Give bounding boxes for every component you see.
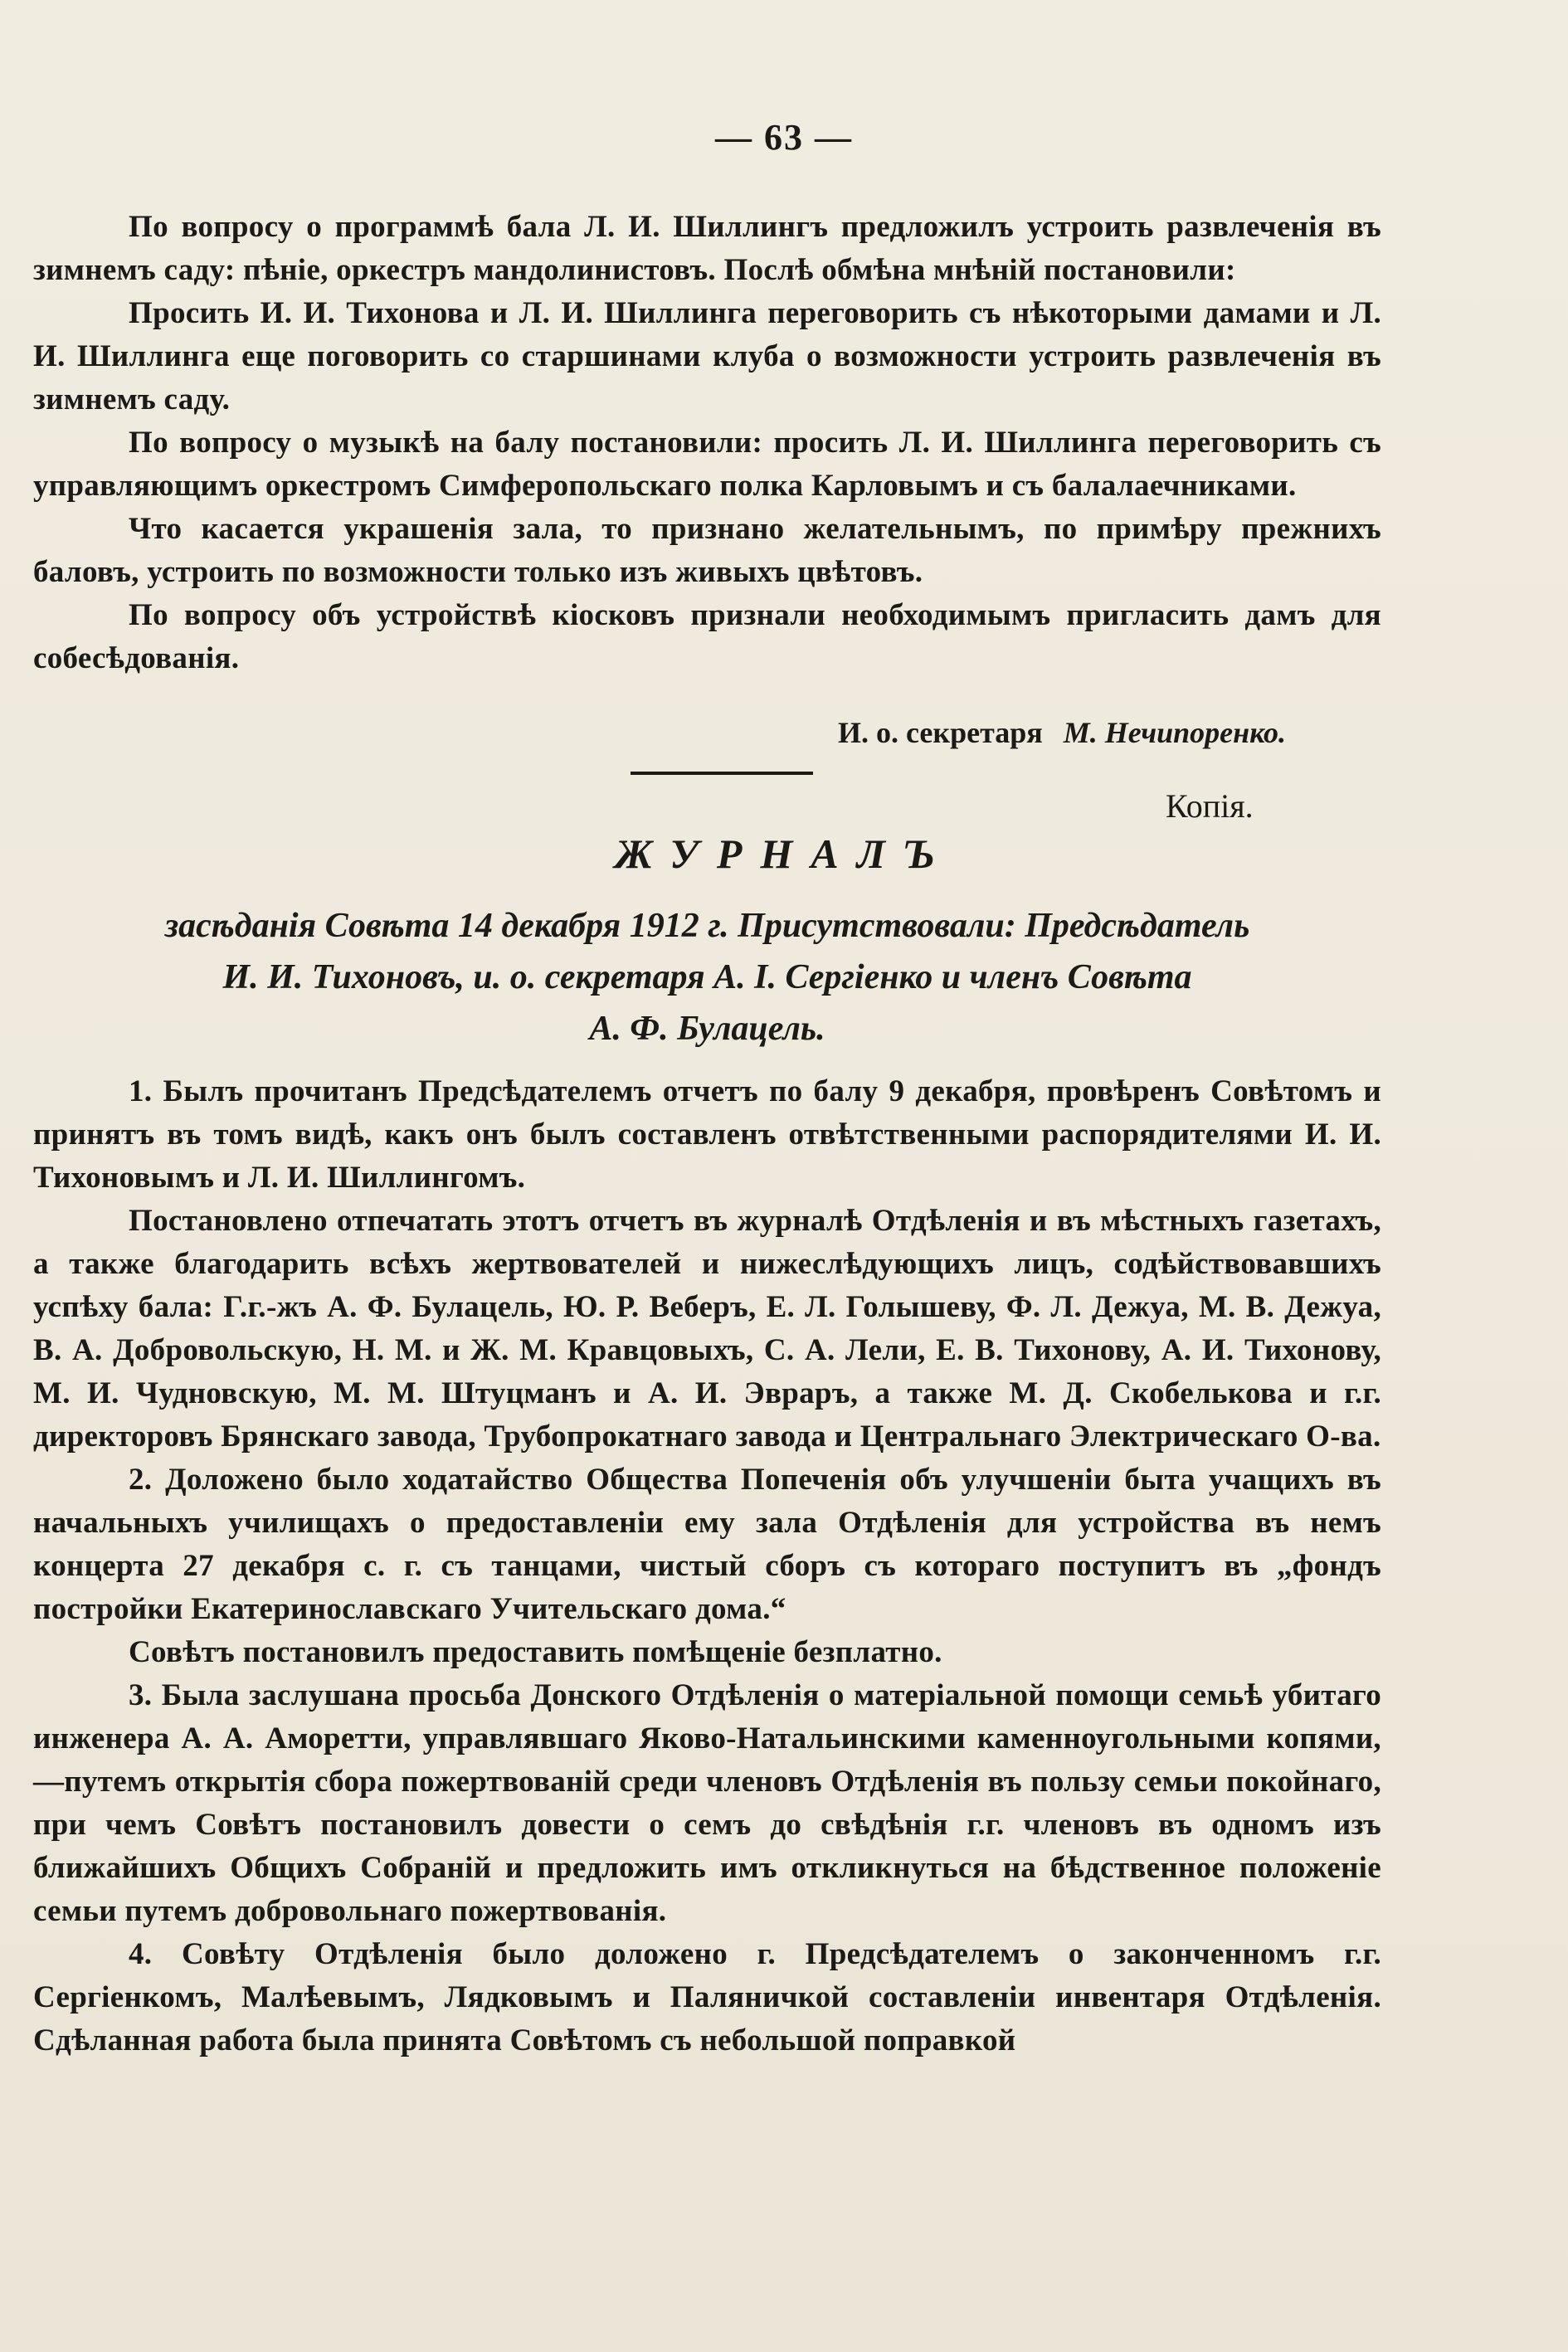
paragraph-ball-program: По вопросу о программѣ бала Л. И. Шиллингъ предложилъ устроить развлеченія въ зимнемъ саду: пѣніе, оркестръ мандолинистовъ. Послѣ обмѣна мнѣній постановили: [33, 210, 1381, 287]
item-3-donation: 3. Была заслушана просьба Донского Отдѣленія о матеріальной помощи семьѣ убитаго инженера А. А. Аморетти, управлявшаго Яково-Натальинскими каменноугольными копями,—путемъ открытія сбора пожертвованій среди членовъ Отдѣленія въ пользу семьи покойнаго, при чемъ Совѣтъ постановилъ довести о семъ до свѣдѣнія г.г. членовъ въ одномъ изъ ближайшихъ Общихъ Собраній и предложить имъ откликнуться на бѣдственное положеніе семьи путемъ добровольнаго пожертвованія. [33, 1678, 1381, 1928]
item-2-petition: 2. Доложено было ходатайство Общества Попеченія объ улучшеніи быта учащихъ въ начальныхъ училищахъ о предоставленіи ему зала Отдѣленія для устройства въ немъ концерта 27 декабря с. г. съ танцами, чистый сборъ съ котораго поступитъ въ „фондъ постройки Екатеринославскаго Учительскаго дома.“ [33, 1463, 1381, 1626]
signature-role: И. о. секретаря [837, 716, 1043, 749]
journal-body [33, 1070, 1381, 2062]
paragraph-kiosks: По вопросу объ устройствѣ кіосковъ признали необходимымъ пригласить дамъ для собесѣдованія. [33, 598, 1381, 675]
item-1-thanks: Постановлено отпечатать этотъ отчетъ въ журналѣ Отдѣленія и въ мѣстныхъ газетахъ, а также благодарить всѣхъ жертвователей и нижеслѣдующихъ лицъ, содѣйствовавшихъ успѣху бала: Г.г.-жъ А. Ф. Булацель, Ю. Р. Веберъ, Е. Л. Голышеву, Ф. Л. Дежуа, М. В. Дежуа, В. А. Добровольскую, Н. М. и Ж. М. Кравцовыхъ, С. А. Лели, Е. В. Тихонову, А. И. Тихонову, М. И. Чудновскую, М. М. Штуцманъ и А. И. Эвраръ, а также М. Д. Скобелькова и г.г. директоровъ Брянскаго завода, Трубопрокатнаго завода и Центральнаго Электрическаго О-ва. [33, 1204, 1381, 1454]
session-header-line-1: засѣданія Совѣта 14 декабря 1912 г. Присутствовали: Предсѣдатель [164, 907, 1250, 945]
journal-title: ЖУРНАЛЪ [614, 830, 954, 877]
section-divider [631, 772, 813, 775]
page-number: — 63 — [715, 117, 853, 158]
session-header [33, 900, 1381, 1054]
paragraph-decoration: Что касается украшенія зала, то признано желательнымъ, по примѣру прежнихъ баловъ, устроить по возможности только изъ живыхъ цвѣтовъ. [33, 512, 1381, 589]
session-header-line-2: И. И. Тихоновъ, и. о. секретаря А. І. Сергіенко и членъ Совѣта [222, 958, 1192, 996]
signature-name: М. Нечипоренко. [1063, 716, 1286, 749]
item-2-decision: Совѣтъ постановилъ предоставить помѣщеніе безплатно. [129, 1635, 942, 1669]
secretary-signature [838, 715, 1286, 750]
item-1-report: 1. Былъ прочитанъ Предсѣдателемъ отчетъ по балу 9 декабря, провѣренъ Совѣтомъ и принятъ въ томъ видѣ, какъ онъ былъ составленъ отвѣтственными распорядителями И. И. Тихоновымъ и Л. И. Шиллингомъ. [33, 1074, 1381, 1195]
item-4-inventory: 4. Совѣту Отдѣленія было доложено г. Предсѣдателемъ о законченномъ г.г. Сергіенкомъ, Малѣевымъ, Лядковымъ и Паляничкой составленіи инвентаря Отдѣленія. Сдѣланная работа была принята Совѣтомъ съ небольшой поправкой [33, 1937, 1381, 2057]
top-section [33, 206, 1381, 680]
copy-note: Копія. [1166, 787, 1254, 825]
paragraph-ask-tikhonov: Просить И. И. Тихонова и Л. И. Шиллинга переговорить съ нѣкоторыми дамами и Л. И. Шиллинга еще поговорить со старшинами клуба о возможности устроить развлеченія въ зимнемъ саду. [33, 296, 1381, 416]
session-header-line-3: А. Ф. Булацель. [589, 1010, 825, 1048]
paragraph-music: По вопросу о музыкѣ на балу постановили: просить Л. И. Шиллинга переговорить съ управляющимъ оркестромъ Симферопольскаго полка Карловымъ и съ балалаечниками. [33, 426, 1381, 503]
